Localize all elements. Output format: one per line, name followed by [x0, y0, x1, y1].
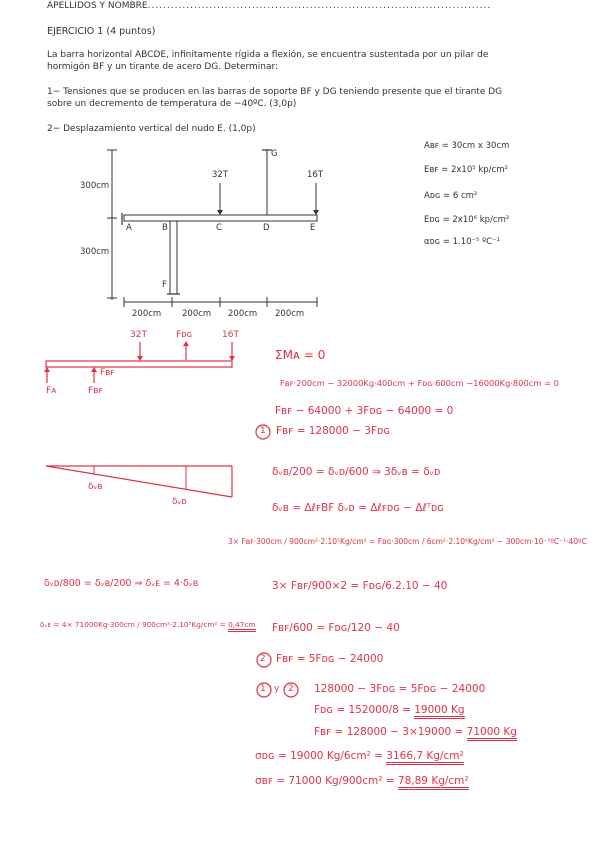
disp-result: 0,47cm — [228, 620, 255, 632]
fbf-result: 71000 Kg — [467, 726, 517, 741]
disp-result-line — [40, 620, 256, 629]
node-a-label: A — [126, 223, 132, 233]
fbd-load-fdg: Fᴅɢ — [176, 330, 193, 340]
sigma-bf-line — [255, 775, 469, 787]
fbf-result-prefix: Fʙꜰ = 128000 − 3×19000 = — [314, 726, 467, 738]
fbd-delta-d: δᵥᴅ — [172, 497, 187, 507]
sys-y: y — [274, 684, 280, 694]
compat-def: δᵥʙ = ΔℓꜰBF δᵥᴅ = Δℓꜰᴅɢ − Δℓᵀᴅɢ — [272, 502, 444, 514]
node-b-label: B — [162, 223, 168, 233]
fbd-fbf: Fʙꜰ — [88, 386, 103, 396]
exercise-title: EJERCICIO 1 (4 puntos) — [47, 26, 156, 37]
compat-red1: 3× Fʙꜰ/900×2 = Fᴅɢ/6.2.10 − 40 — [272, 580, 448, 592]
fdg-result-prefix: Fᴅɢ = 152000/8 = — [314, 704, 415, 716]
fbd-load-32: 32T — [130, 330, 147, 340]
node-g-label: G — [271, 149, 278, 159]
prop-ebf: Eʙꜰ = 2x10⁵ kp/cm² — [424, 165, 508, 175]
eq2: Fʙꜰ = 5Fᴅɢ − 24000 — [276, 653, 384, 665]
sys-tag-2: 2 — [288, 684, 294, 694]
fbd-delta-b: δᵥʙ — [88, 482, 103, 492]
name-label: APELLIDOS Y NOMBRE — [47, 1, 148, 11]
node-d-label: D — [263, 223, 270, 233]
fdg-result-line — [314, 704, 465, 716]
sys-line-1: 128000 − 3Fᴅɢ = 5Fᴅɢ − 24000 — [314, 683, 486, 695]
statement-line-2: hormigón BF y un tirante de acero DG. Determinar: — [47, 62, 279, 72]
eq1-tag: 1 — [260, 426, 266, 436]
span-3-label: 200cm — [228, 309, 258, 319]
compat-red2: Fʙꜰ/600 = Fᴅɢ/120 − 40 — [272, 622, 400, 634]
disp-result-prefix: δᵥᴇ = 4× 71000Kg·300cm / 900cm²·2.10⁵Kg/cm² = — [40, 620, 229, 629]
fbd-fa: Fᴀ — [46, 386, 57, 396]
node-f-label: F — [162, 280, 167, 290]
sigma-dg-prefix: σᴅɢ = 19000 Kg/6cm² = — [255, 750, 387, 762]
eq-moment: ΣMᴀ = 0 — [275, 348, 326, 362]
eq1: Fʙꜰ = 128000 − 3Fᴅɢ — [276, 425, 390, 437]
sigma-bf-prefix: σʙꜰ = 71000 Kg/900cm² = — [255, 775, 398, 787]
dim-bottom-label: 300cm — [80, 247, 110, 257]
compat-frac: δᵥʙ/200 = δᵥᴅ/600 ⇒ 3δᵥʙ = δᵥᴅ — [272, 466, 441, 478]
span-4-label: 200cm — [275, 309, 305, 319]
statement-line-1: La barra horizontal ABCDE, infinitamente rígida a flexión, se encuentra sustentada por un pilar de — [47, 50, 489, 60]
fbd-fbf-up: Fʙꜰ — [100, 368, 115, 378]
node-e-label: E — [310, 223, 316, 233]
question-1-line-1: 1− Tensiones que se producen en las barras de soporte BF y DG teniendo presente que el tirante DG — [47, 87, 503, 97]
fdg-result: 19000 Kg — [414, 704, 464, 719]
sys-tag-1: 1 — [260, 684, 266, 694]
prop-alpha: αᴅɢ = 1.10⁻⁵ ºC⁻¹ — [424, 237, 500, 247]
eq2-tag: 2 — [260, 654, 266, 664]
span-2-label: 200cm — [182, 309, 212, 319]
sigma-dg-line — [255, 750, 464, 762]
eq-expand: Fʙꜰ·200cm − 32000Kg·400cm + Fᴅɢ·600cm −16000Kg·800cm = 0 — [280, 378, 559, 388]
question-1-line-2: sobre un decremento de temperatura de −40ºC. (3,0p) — [47, 99, 297, 109]
prop-abf: Aʙꜰ = 30cm x 30cm — [424, 141, 510, 151]
sigma-dg-result: 3166,7 Kg/cm² — [386, 750, 463, 765]
span-1-label: 200cm — [132, 309, 162, 319]
disp-ratio: δᵥᴅ/800 = δᵥʙ/200 ⇒ δᵥᴇ = 4·δᵥʙ — [44, 578, 199, 589]
load-32-label: 32T — [212, 170, 229, 180]
question-2: 2− Desplazamiento vertical del nudo E. (1,0p) — [47, 124, 256, 134]
fbf-result-line — [314, 726, 517, 738]
sigma-bf-result: 78,89 Kg/cm² — [398, 775, 469, 790]
dim-top-label: 300cm — [80, 181, 110, 191]
node-c-label: C — [216, 223, 222, 233]
fbd-load-16: 16T — [222, 330, 239, 340]
compat-full: 3× Fʙꜰ·300cm / 900cm²·2.10⁵Kg/cm² = Fᴅɢ·300cm / 6cm²·2.10⁶Kg/cm² − 300cm·10⁻⁵ºC⁻¹·40ºC — [228, 537, 587, 546]
load-16-label: 16T — [307, 170, 324, 180]
eq-simplified: Fʙꜰ − 64000 + 3Fᴅɢ − 64000 = 0 — [275, 405, 454, 417]
prop-edg: Eᴅɢ = 2x10⁶ kp/cm² — [424, 215, 510, 225]
prop-adg: Aᴅɢ = 6 cm² — [424, 191, 478, 201]
